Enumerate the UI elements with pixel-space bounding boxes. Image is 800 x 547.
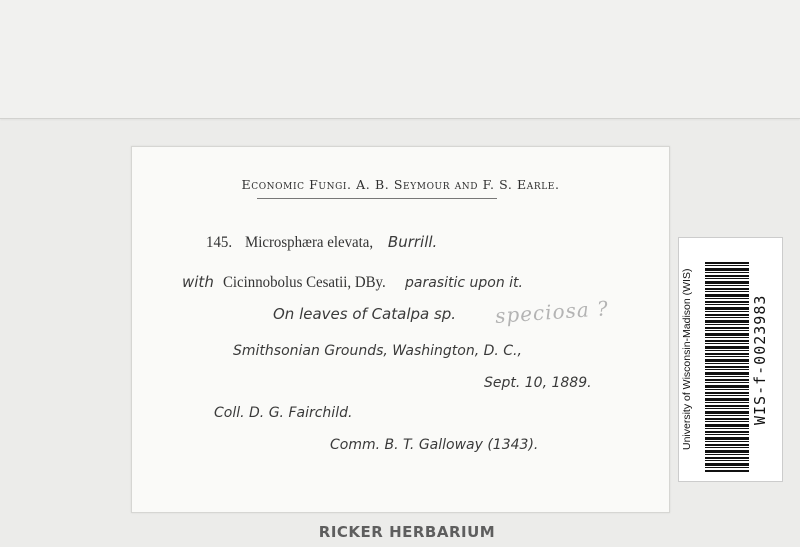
- herbarium-stamp: RICKER HERBARIUM: [318, 523, 496, 541]
- handwritten-annotation: speciosa ?: [494, 296, 610, 328]
- barcode-icon: [705, 262, 749, 472]
- date-line: Sept. 10, 1889.: [484, 375, 592, 391]
- specimen-label: [131, 146, 670, 513]
- envelope-flap: [0, 0, 800, 119]
- parasite-name: Cicinnobolus Cesatii, DBy.: [222, 274, 386, 291]
- collector-line: Coll. D. G. Fairchild.: [214, 405, 353, 421]
- institution-text: University of Wisconsin-Madison (WIS): [681, 268, 693, 451]
- label-header: Economic Fungi. A. B. Seymour and F. S. Earle.: [241, 177, 560, 192]
- species-authority: Burrill.: [387, 233, 438, 251]
- locality-line: Smithsonian Grounds, Washington, D. C.,: [233, 343, 522, 359]
- host-line: On leaves of Catalpa sp.: [273, 305, 457, 323]
- parasitic-text: parasitic upon it.: [404, 275, 523, 291]
- specimen-id: WIS-f-0023983: [751, 294, 769, 425]
- species-line: [206, 232, 437, 252]
- barcode-label: [678, 237, 783, 482]
- header-rule: [257, 198, 497, 199]
- species-name: Microsphæra elevata,: [245, 234, 374, 251]
- specimen-number: 145.: [206, 234, 233, 251]
- parasite-line: [182, 272, 523, 292]
- communicator-line: Comm. B. T. Galloway (1343).: [330, 437, 539, 453]
- with-word: with: [182, 273, 214, 291]
